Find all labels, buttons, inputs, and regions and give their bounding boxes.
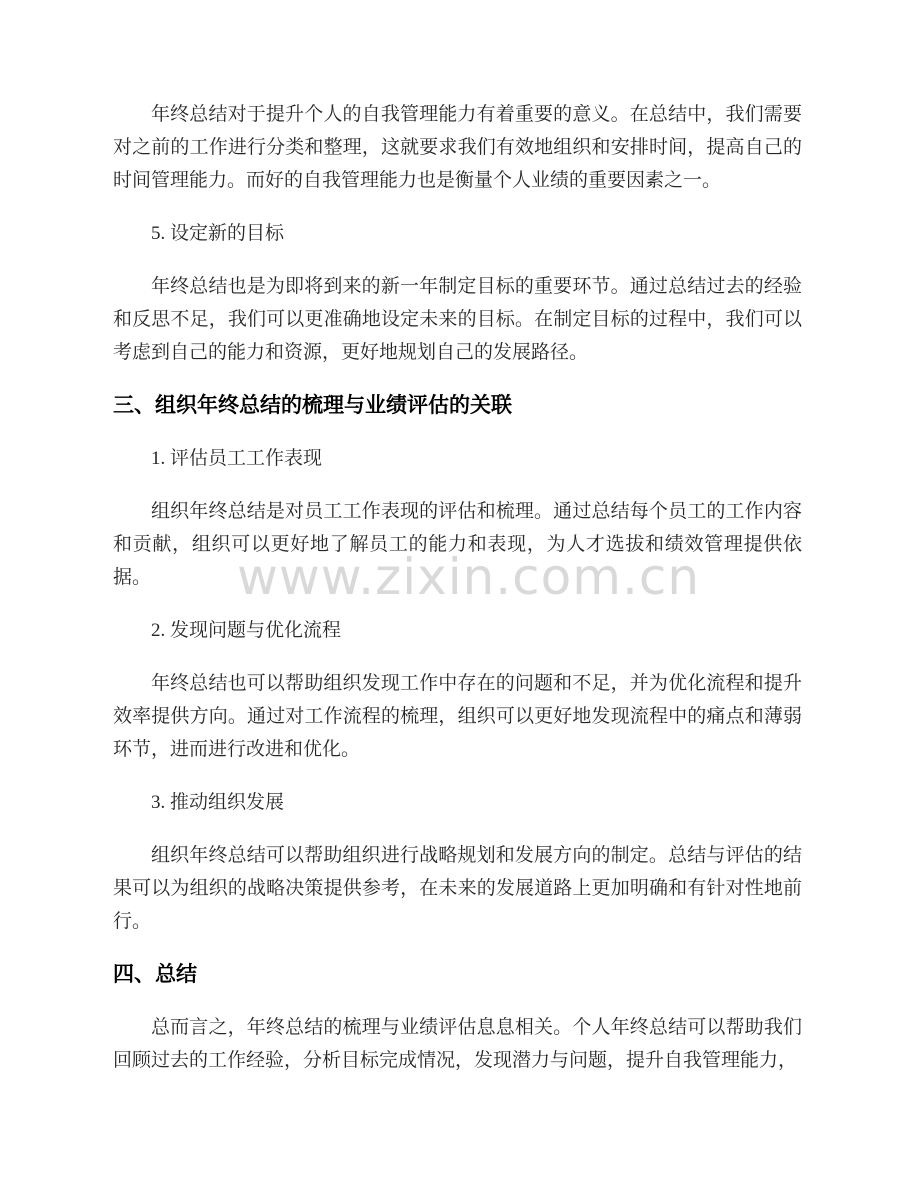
body-paragraph-process-optimization: 年终总结也可以帮助组织发现工作中存在的问题和不足，并为优化流程和提升效率提供方向。通过对工作流程的梳理，组织可以更好地发现流程中的痛点和薄弱环节，进而进行改进和优化。 bbox=[113, 673, 802, 760]
watermark-text: www.zixin.com.cn bbox=[237, 548, 701, 606]
numbered-subheading-2-find-problems: 2. 发现问题与优化流程 bbox=[151, 620, 342, 641]
section-heading-three-org-review: 三、组织年终总结的梳理与业绩评估的关联 bbox=[113, 394, 512, 417]
body-paragraph-self-management: 年终总结对于提升个人的自我管理能力有着重要的意义。在总结中，我们需要对之前的工作进行分类和整理，这就要求我们有效地组织和安排时间，提高自己的时间管理能力。而好的自我管理能力也是衡量个人业绩的重要因素之一。 bbox=[113, 104, 802, 191]
section-heading-four-summary: 四、总结 bbox=[113, 963, 197, 986]
numbered-subheading-1-evaluate-performance: 1. 评估员工工作表现 bbox=[151, 448, 323, 469]
body-paragraph-goal-setting: 年终总结也是为即将到来的新一年制定目标的重要环节。通过总结过去的经验和反思不足，我们可以更准确地设定未来的目标。在制定目标的过程中，我们可以考虑到自己的能力和资源，更好地规划自己的发展路径。 bbox=[113, 276, 802, 363]
body-paragraph-employee-evaluation: 组织年终总结是对员工工作表现的评估和梳理。通过总结每个员工的工作内容和贡献，组织可以更好地了解员工的能力和表现，为人才选拔和绩效管理提供依据。 bbox=[113, 501, 802, 588]
numbered-subheading-3-org-development: 3. 推动组织发展 bbox=[151, 792, 285, 813]
numbered-subheading-5-new-goals: 5. 设定新的目标 bbox=[151, 223, 285, 244]
body-paragraph-conclusion: 总而言之，年终总结的梳理与业绩评估息息相关。个人年终总结可以帮助我们回顾过去的工作经验，分析目标完成情况，发现潜力与问题，提升自我管理能力， bbox=[113, 1017, 802, 1071]
body-paragraph-strategic-planning: 组织年终总结可以帮助组织进行战略规划和发展方向的制定。总结与评估的结果可以为组织的战略决策提供参考，在未来的发展道路上更加明确和有针对性地前行。 bbox=[113, 845, 802, 932]
